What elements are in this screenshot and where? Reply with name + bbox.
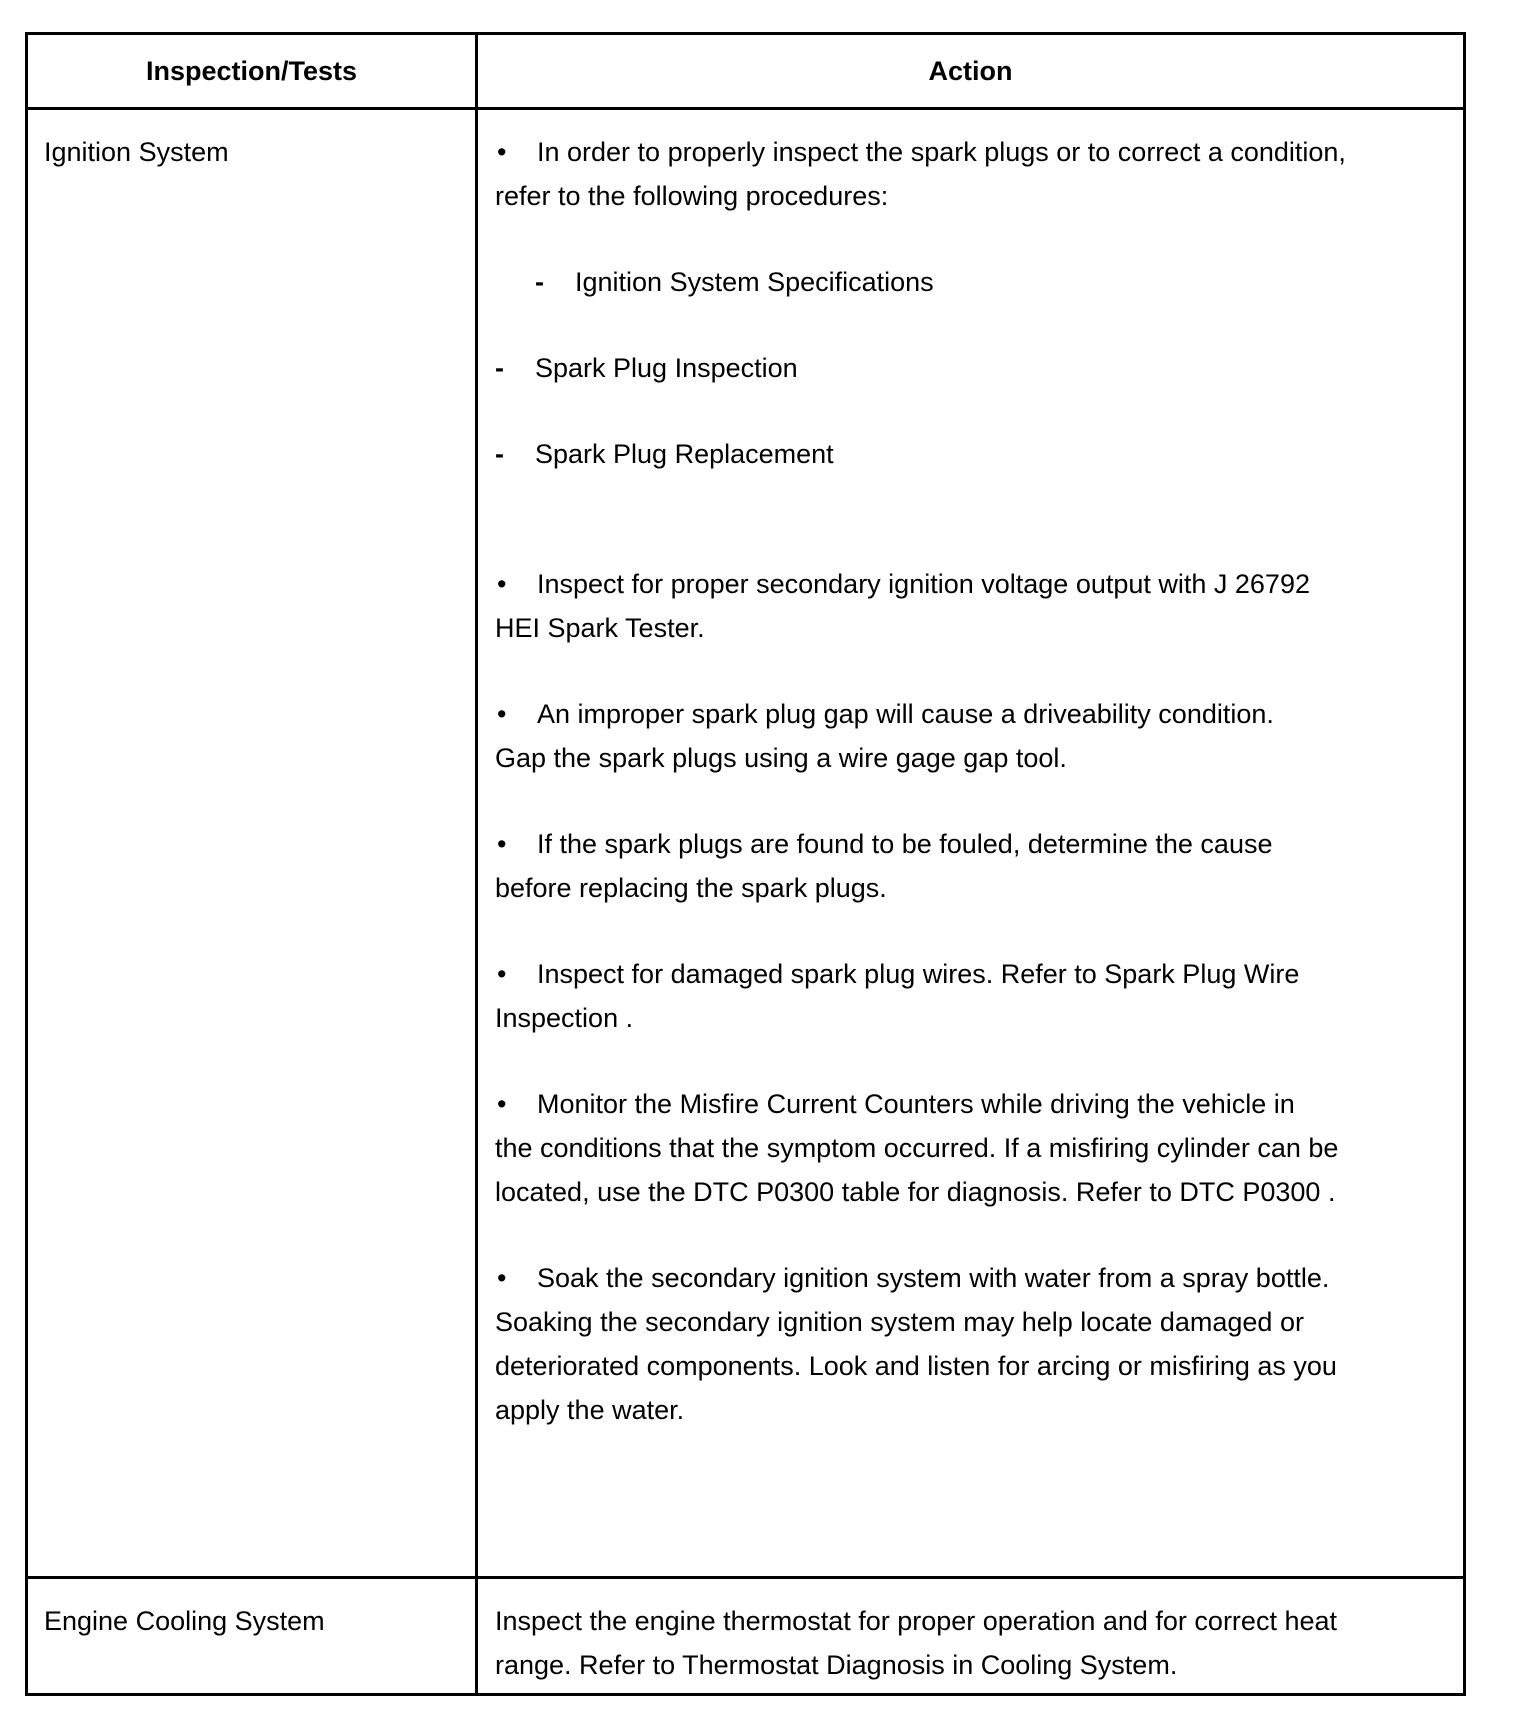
ignition-intro [495, 130, 1463, 218]
table-row-ignition [28, 107, 1463, 1576]
bullet-line: located, use the DTC P0300 table for diagnosis. Refer to DTC P0300 . [495, 1177, 1336, 1207]
header-inspection-tests: Inspection/Tests [28, 35, 478, 107]
ignition-system-label: Ignition System [44, 137, 229, 167]
bullet-item [495, 822, 1463, 910]
procedure-item[interactable] [495, 260, 1463, 304]
cooling-action-cell [478, 1579, 1463, 1693]
cooling-line-2: range. Refer to Thermostat Diagnosis in Cooling System. [495, 1650, 1178, 1680]
bullet-item [495, 1256, 1463, 1432]
bullet-item [495, 562, 1463, 650]
bullet-line: Inspect for proper secondary ignition voltage output with J 26792 [537, 569, 1310, 599]
procedure-link-spark-plug-inspection[interactable]: Spark Plug Inspection [535, 353, 798, 383]
bullet-line: If the spark plugs are found to be fouled, determine the cause [537, 829, 1273, 859]
bullet-line: HEI Spark Tester. [495, 613, 705, 643]
inspection-table [25, 32, 1466, 1696]
bullet-glyph: • [497, 1089, 507, 1119]
engine-cooling-label: Engine Cooling System [44, 1606, 325, 1636]
bullet-line: Soaking the secondary ignition system may help locate damaged or [495, 1307, 1304, 1337]
bullet-line: the conditions that the symptom occurred. If a misfiring cylinder can be [495, 1133, 1339, 1163]
bullet-line: Gap the spark plugs using a wire gage gap tool. [495, 743, 1067, 773]
bullet-line: before replacing the spark plugs. [495, 873, 887, 903]
cooling-label-cell [28, 1579, 478, 1693]
dash-glyph: - [535, 267, 544, 297]
intro-line-1: In order to properly inspect the spark plugs or to correct a condition, [537, 137, 1346, 167]
table-row-cooling [28, 1576, 1463, 1693]
bullet-glyph: • [497, 1263, 507, 1293]
bullet-item [495, 1082, 1463, 1214]
dash-glyph: - [495, 353, 504, 383]
bullet-glyph: • [497, 699, 507, 729]
cooling-line-1: Inspect the engine thermostat for proper operation and for correct heat [495, 1606, 1337, 1636]
bullet-line: Soak the secondary ignition system with water from a spray bottle. [537, 1263, 1330, 1293]
header-action: Action [928, 55, 1013, 86]
bullet-item [495, 692, 1463, 780]
bullet-line: Inspection . [495, 1003, 634, 1033]
procedure-link-spark-plug-replacement[interactable]: Spark Plug Replacement [535, 439, 834, 469]
table-header-row [28, 35, 1463, 107]
dash-glyph: - [495, 439, 504, 469]
bullet-line: An improper spark plug gap will cause a driveability condition. [537, 699, 1274, 729]
ignition-action-cell [478, 110, 1463, 1576]
bullet-line: deteriorated components. Look and listen for arcing or misfiring as you [495, 1351, 1337, 1381]
bullet-item [495, 952, 1463, 1040]
ignition-label-cell [28, 110, 478, 1576]
bullet-line: Monitor the Misfire Current Counters while driving the vehicle in [537, 1089, 1295, 1119]
bullet-glyph: • [497, 959, 507, 989]
bullet-glyph: • [497, 137, 507, 167]
bullet-glyph: • [497, 829, 507, 859]
procedure-item[interactable] [495, 346, 1463, 390]
bullet-line: Inspect for damaged spark plug wires. Refer to Spark Plug Wire [537, 959, 1300, 989]
intro-line-2: refer to the following procedures: [495, 181, 889, 211]
bullet-glyph: • [497, 569, 507, 599]
procedure-item[interactable] [495, 432, 1463, 476]
bullet-line: apply the water. [495, 1395, 685, 1425]
procedure-link-ignition-specs[interactable]: Ignition System Specifications [575, 267, 934, 297]
